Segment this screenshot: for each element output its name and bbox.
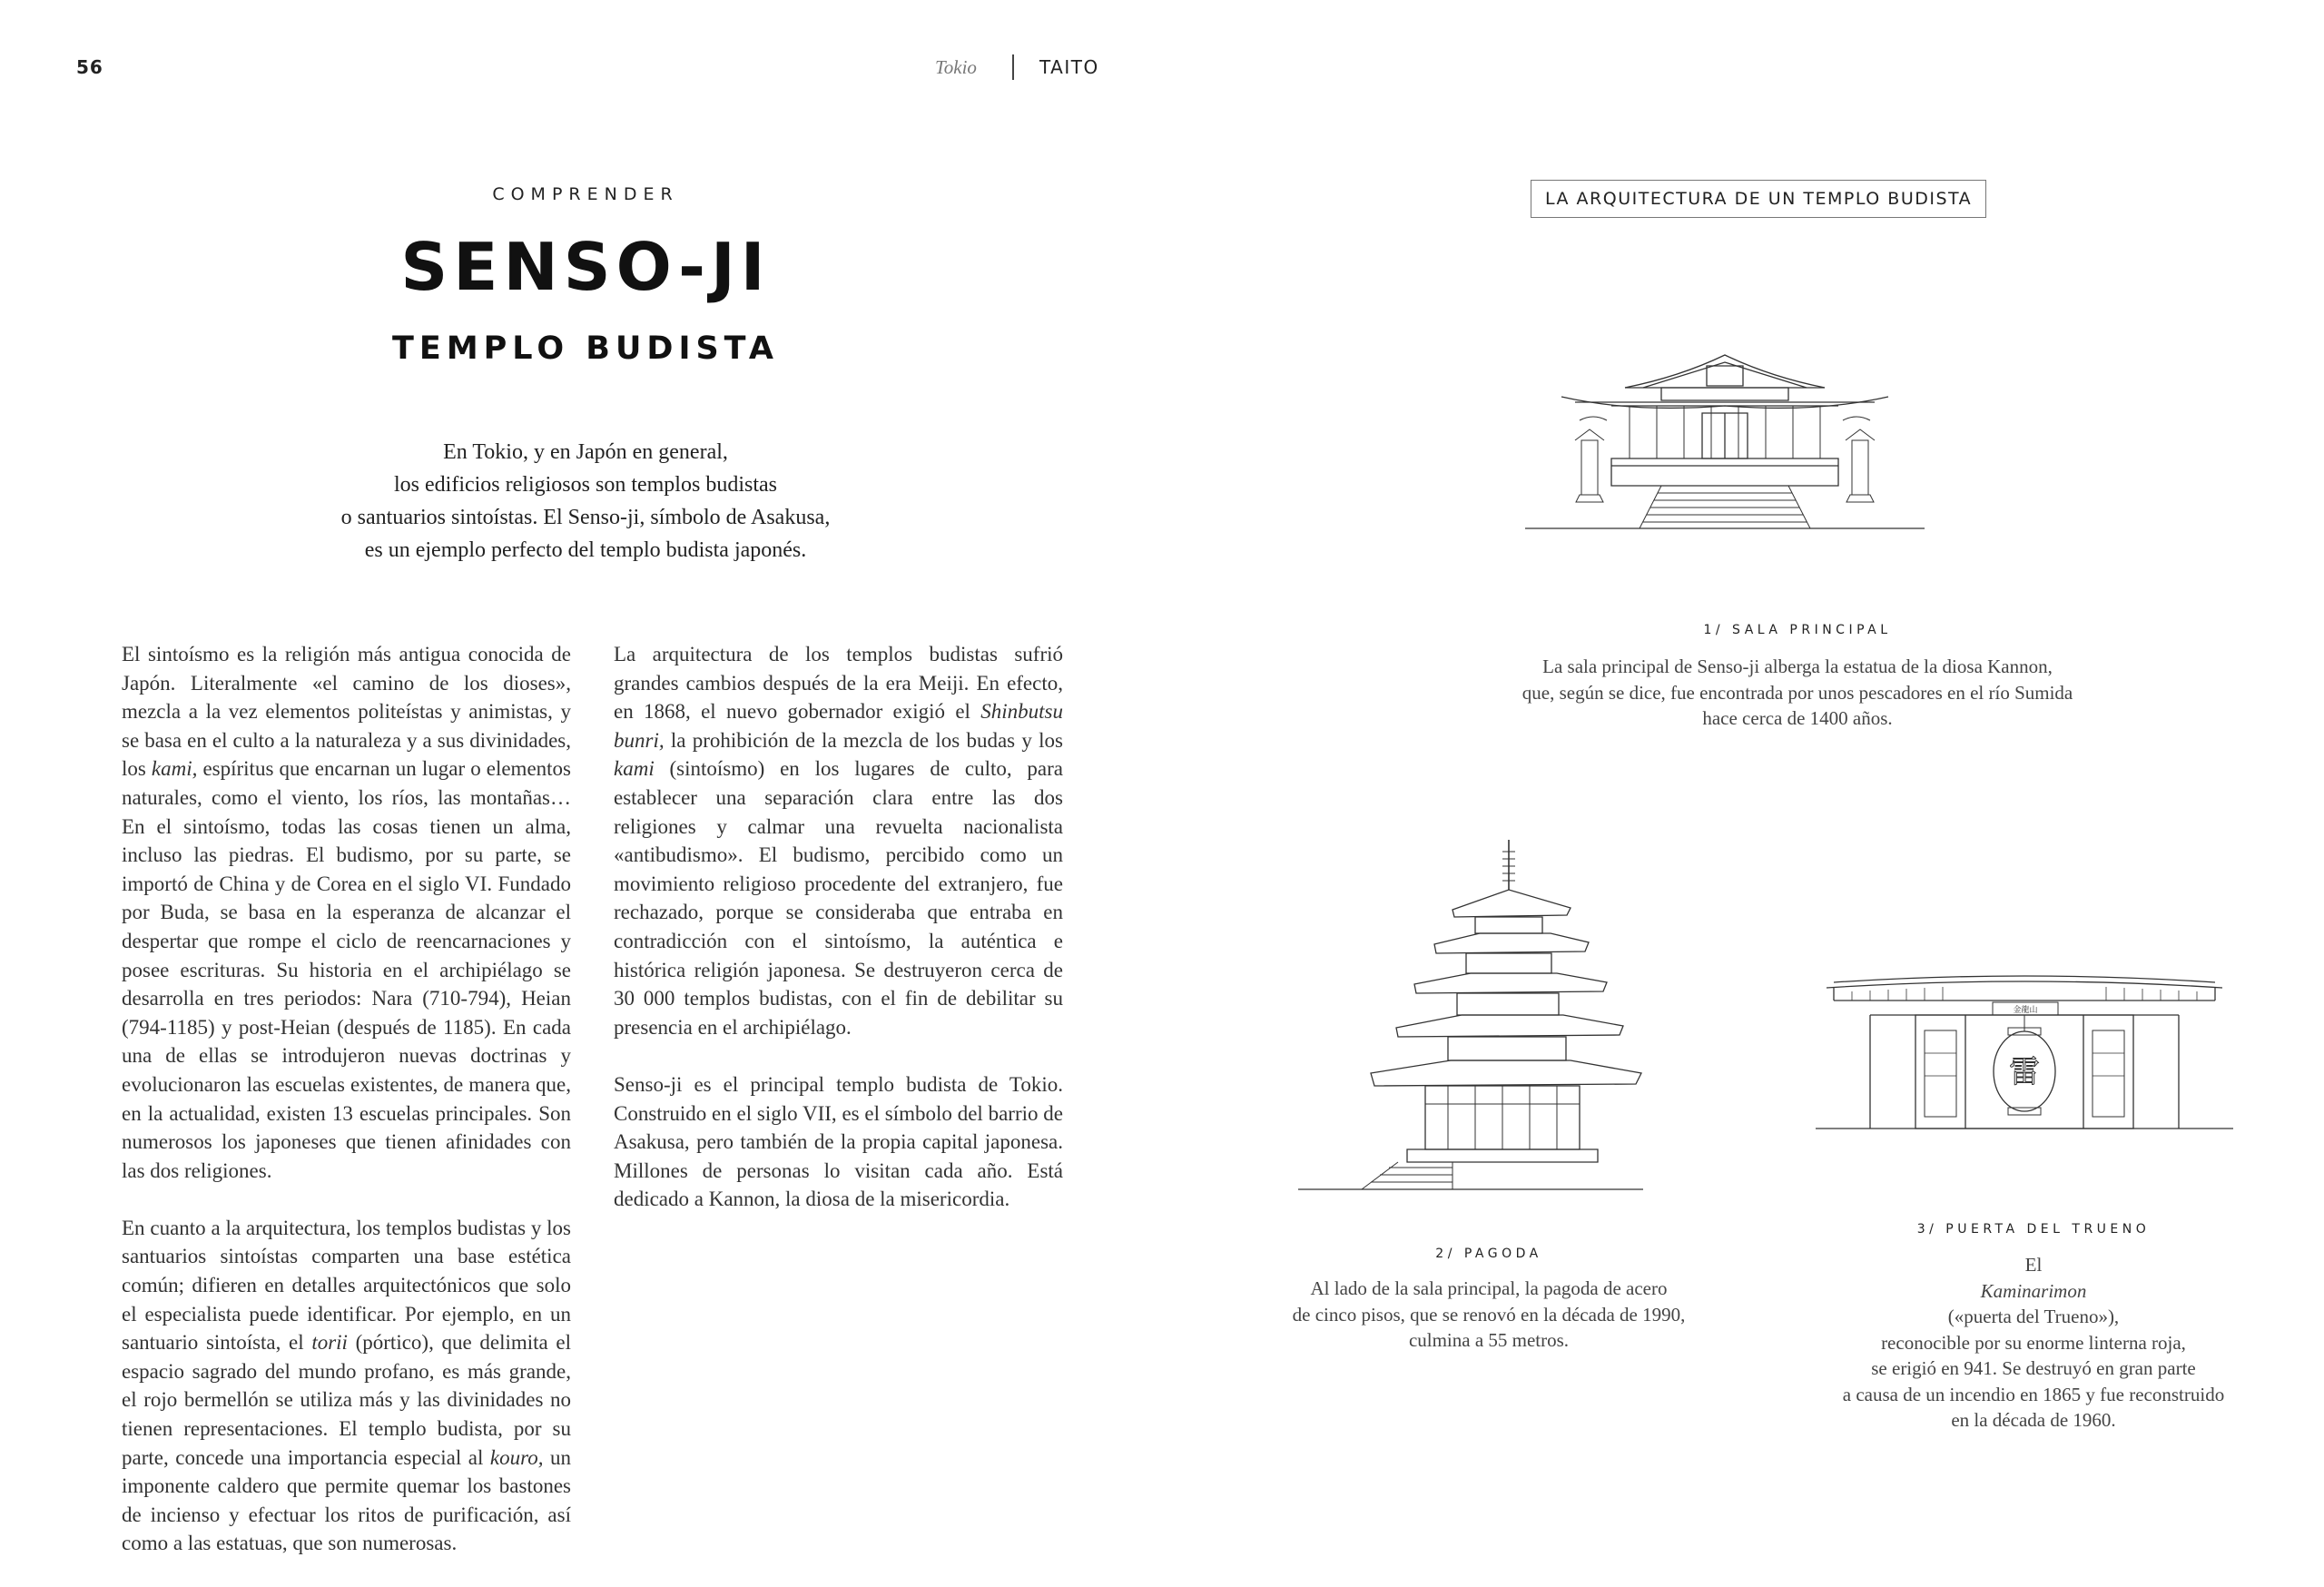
- body-text: (pórtico), que delimita el espacio sagrado del mundo profano, es más grande, el rojo bermellón se utiliza más y las divinidades no tienen representaciones. El templo budista, por su parte, concede una importancia especial al: [122, 1331, 571, 1469]
- caption-line: culmina a 55 metros.: [1408, 1329, 1570, 1351]
- caption-line: de cinco pisos, que se renovó en la década de 1990,: [1292, 1303, 1686, 1326]
- intro-paragraph: [281, 436, 890, 567]
- intro-line: o santuarios sintoístas. El Senso-ji, símbolo de Asakusa,: [340, 506, 831, 529]
- body-text: En cuanto a la arquitectura, los templos budistas y los santuarios sintoístas comparten una base estética común; difieren en detalles arquitectónicos que solo el especialista puede identificar. Por ejemplo, en un santuario sintoísta, el: [122, 1216, 571, 1355]
- figure-caption-main-hall: [1389, 654, 2206, 732]
- body-paragraph: [614, 640, 1063, 1041]
- body-text: la prohibición de la mezcla de los budas y los: [664, 728, 1063, 752]
- figure-label-pagoda: 2/ PAGODA: [1435, 1247, 1542, 1261]
- figure-caption-pagoda: [1216, 1276, 1761, 1354]
- intro-line: es un ejemplo perfecto del templo budista japonés.: [364, 538, 807, 562]
- body-paragraph: Senso-ji es el principal templo budista de Tokio. Construido en el siglo VII, es el símbolo del barrio de Asakusa, pero también de la propia capital japonesa. Millones de personas lo visitan cada año. Está dedicado a Kannon, la diosa de la misericordia.: [614, 1072, 1063, 1211]
- body-text: espíritus que encarnan un lugar o elementos naturales, como el viento, los ríos, las montañas… En el sintoísmo, todas las cosas tienen un alma, incluso las piedras. El budismo, por su parte, se importó de China y de Corea en el siglo VI. Fundado por Buda, se basa en la esperanza de alcanzar el despertar que rompe el ciclo de reencarnaciones y posee escrituras. Su historia en el archipiélago se desarrolla en tres periodos: Nara (710-794), Heian (794-1185) y post-Heian (después de 1185). En cada una de ellas se introdujeron nuevas doctrinas y evolucionaron las escuelas existentes, de manera que, en la actualidad, existen 13 escuelas principales. Son numerosos los japoneses que tienen afinidades con las dos religiones.: [122, 757, 572, 1182]
- caption-line: La sala principal de Senso-ji alberga la estatua de la diosa Kannon,: [1542, 656, 2053, 677]
- italic-term: torii: [311, 1331, 348, 1355]
- body-text: un imponente caldero que permite quemar los bastones de incienso y efectuar los ritos de purificación, así como a las estatuas, que son numerosas.: [122, 1445, 571, 1555]
- article-title: SENSO-JI: [400, 229, 771, 305]
- figure-label-main-hall: 1/ SALA PRINCIPAL: [1703, 623, 1892, 637]
- caption-line: que, según se dice, fue encontrada por unos pescadores en el río Sumida: [1521, 681, 2073, 704]
- running-header-district: TAITO: [1039, 56, 1099, 78]
- body-column-right: [614, 640, 1063, 1242]
- italic-term: Kaminarimon: [1980, 1279, 2087, 1302]
- sidebar-section-title: LA ARQUITECTURA DE UN TEMPLO BUDISTA: [1531, 180, 1986, 218]
- caption-text: («puerta del Trueno»),: [1947, 1306, 2120, 1327]
- figure-label-thunder-gate: 3/ PUERTA DEL TRUENO: [1916, 1222, 2151, 1237]
- italic-term: kami,: [151, 757, 198, 781]
- running-header-city: Tokio: [935, 56, 977, 78]
- italic-term: Shinbutsu bunri,: [614, 700, 1063, 752]
- intro-line: En Tokio, y en Japón en general,: [443, 440, 728, 464]
- section-kicker: COMPRENDER: [492, 184, 679, 204]
- caption-line: en la década de 1960.: [1951, 1409, 2116, 1431]
- body-paragraph: [122, 1214, 571, 1558]
- caption-line: Al lado de la sala principal, la pagoda de acero: [1310, 1277, 1668, 1299]
- caption-line: hace cerca de 1400 años.: [1702, 707, 1893, 729]
- body-column-left: [122, 640, 571, 1587]
- caption-line: [1761, 1252, 2306, 1330]
- caption-line: se erigió en 941. Se destruyó en gran parte: [1871, 1357, 2196, 1379]
- caption-text: El: [2024, 1254, 2043, 1276]
- figure-caption-thunder-gate: [1761, 1252, 2306, 1434]
- main-hall-illustration: [1525, 350, 1925, 572]
- caption-line: reconocible por su enorme linterna roja,: [1881, 1331, 2186, 1354]
- body-text: El sintoísmo es la religión más antigua conocida de Japón. Literalmente «el camino de los dioses», mezcla a la vez elementos politeístas y animistas, y se basa en el culto a la naturaleza y a sus divinidades, los: [122, 643, 571, 781]
- body-text: (sintoísmo) en los lugares de culto, para establecer una separación clara entre las dos religiones y calmar una revuelta nacionalista «antibudismo». El budismo, percibido como un movimiento religioso procedente del extranjero, fue rechazado, porque se consideraba que entraba en contradicción con el sintoísmo, la auténtica e histórica religión japonesa. Se destruyeron cerca de 30 000 templos budistas, con el fin de debilitar su presencia en el archipiélago.: [614, 757, 1063, 1039]
- pagoda-illustration: [1298, 835, 1643, 1198]
- thunder-gate-illustration: [1816, 962, 2233, 1139]
- intro-line: los edificios religiosos son templos budistas: [394, 473, 777, 497]
- italic-term: kami: [614, 757, 655, 781]
- gate-lantern-text: 雷: [2009, 1054, 2040, 1090]
- running-header-divider: [1012, 54, 1014, 80]
- caption-line: a causa de un incendio en 1865 y fue reconstruido: [1842, 1383, 2225, 1405]
- body-paragraph: [122, 640, 571, 1185]
- article-subtitle: TEMPLO BUDISTA: [392, 330, 779, 367]
- page-number: 56: [76, 56, 103, 78]
- italic-term: kouro,: [489, 1445, 544, 1469]
- gate-plaque-text: 金龍山: [2013, 1006, 2038, 1015]
- body-text: La arquitectura de los templos budistas sufrió grandes cambios después de la era Meiji. En efecto, en 1868, el nuevo gobernador exigió el: [614, 643, 1063, 724]
